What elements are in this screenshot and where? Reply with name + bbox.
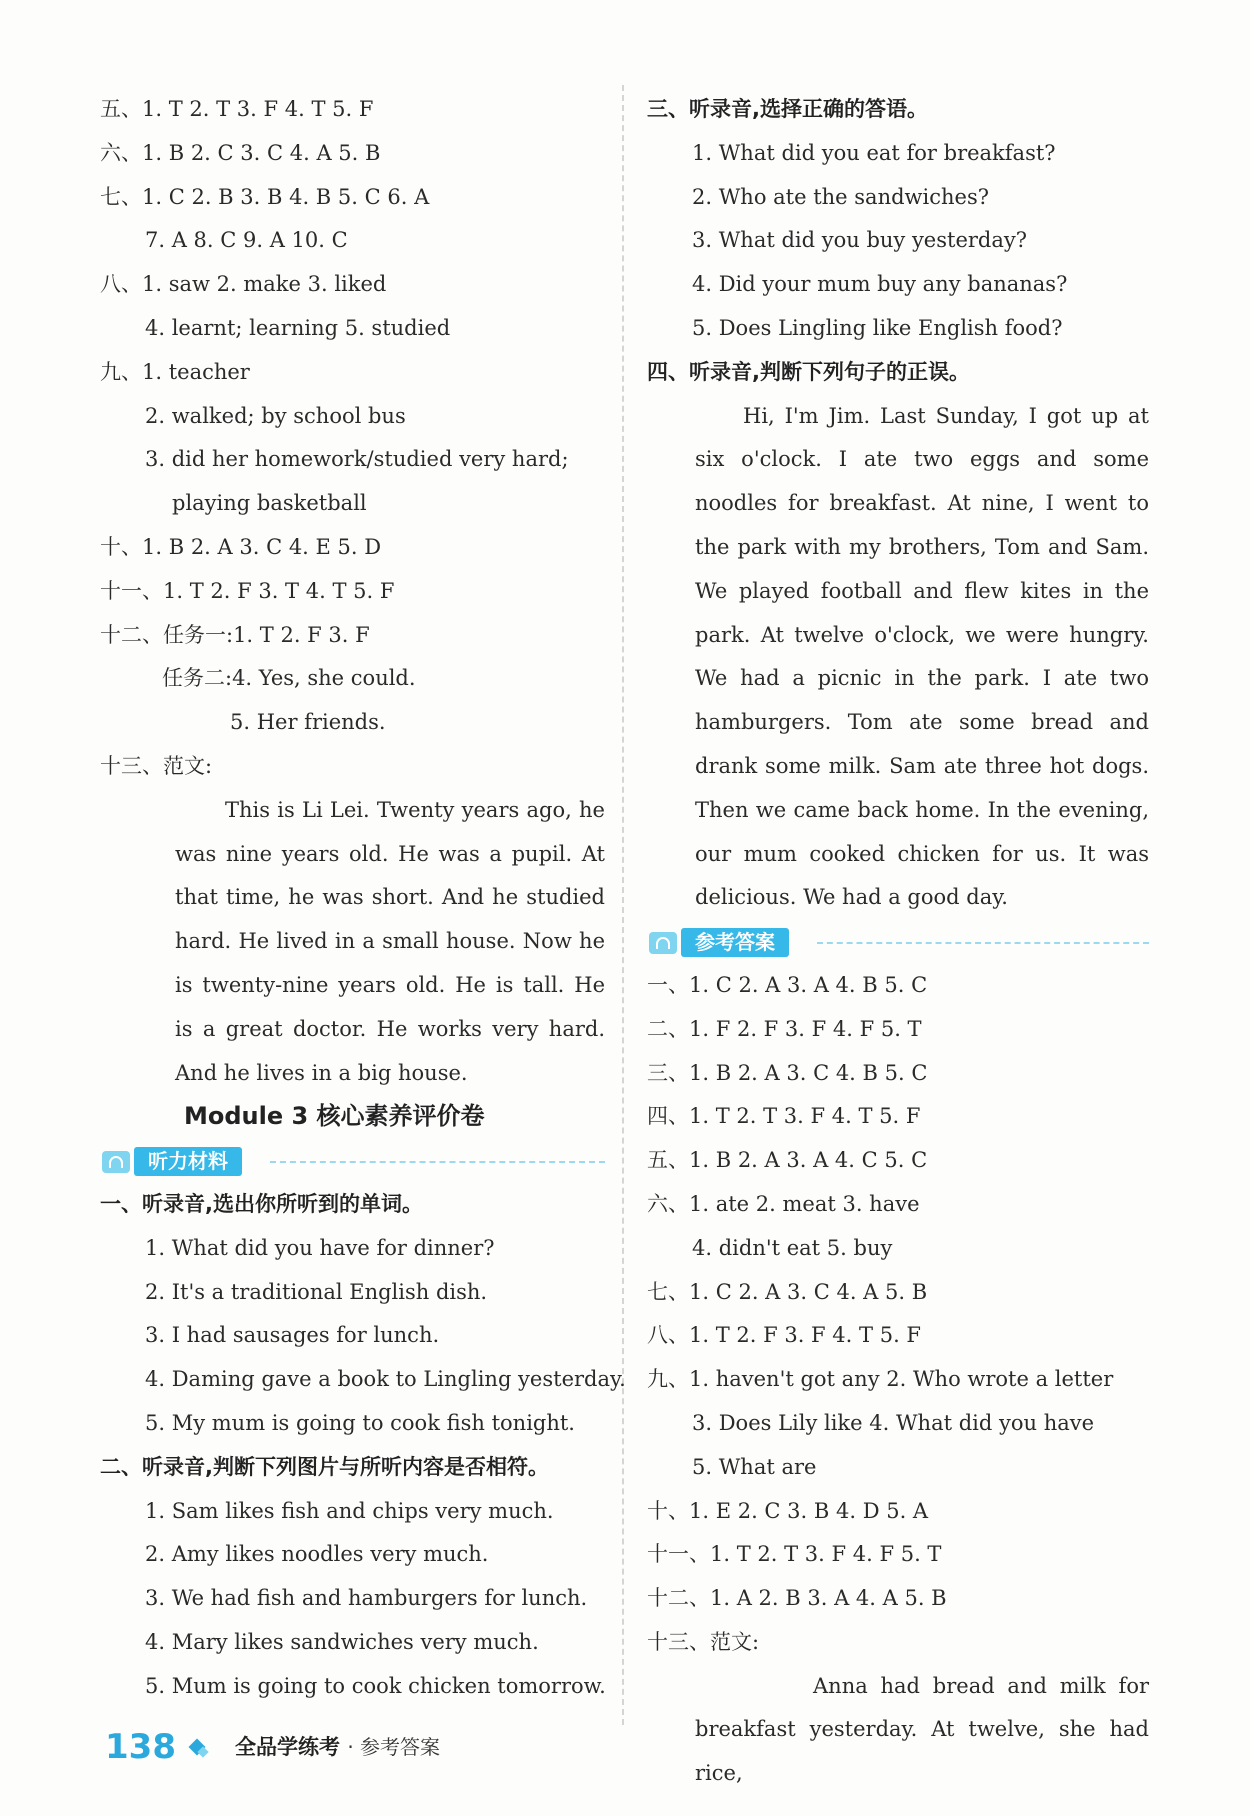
answer-line: 任务二:4. Yes, she could. xyxy=(162,666,416,691)
answer-line: 六、1. B 2. C 3. C 4. A 5. B xyxy=(100,140,381,165)
answer-line: playing basketball xyxy=(172,491,367,516)
answer-line: 十三、范文: xyxy=(647,1629,760,1654)
page-number: 138 xyxy=(105,1727,176,1767)
answer-line: 3. did her homework/studied very hard; xyxy=(145,447,569,472)
answer-line: 五、1. B 2. A 3. A 4. C 5. C xyxy=(647,1148,928,1173)
answer-line: 5. What are xyxy=(692,1454,817,1479)
column-divider xyxy=(622,85,624,1725)
footer-subtitle: · 参考答案 xyxy=(347,1735,441,1759)
left-column xyxy=(100,88,626,1708)
answer-line: 九、1. teacher xyxy=(100,359,250,384)
answer-line: 十一、1. T 2. F 3. T 4. T 5. F xyxy=(100,578,395,603)
answer-line: 5. Her friends. xyxy=(230,710,386,735)
question-title: 一、听录音,选出你所听到的单词。 xyxy=(100,1191,423,1216)
answer-line: 十二、1. A 2. B 3. A 4. A 5. B xyxy=(647,1586,947,1611)
list-item: 5. My mum is going to cook fish tonight. xyxy=(145,1410,575,1435)
sample-essay: Anna had bread and milk for breakfast yesterday. At twelve, she had rice, xyxy=(695,1673,1149,1786)
answer-line: 八、1. saw 2. make 3. liked xyxy=(100,272,387,297)
answer-line: 六、1. ate 2. meat 3. have xyxy=(647,1191,920,1216)
answer-line: 十二、任务一:1. T 2. F 3. F xyxy=(100,622,370,647)
answers-label: 参考答案 xyxy=(681,928,789,957)
headphones-icon xyxy=(102,1151,130,1173)
answer-line: 二、1. F 2. F 3. F 4. F 5. T xyxy=(647,1016,922,1041)
list-item: 4. Daming gave a book to Lingling yesterday. xyxy=(145,1367,626,1392)
answer-line: 3. Does Lily like 4. What did you have xyxy=(692,1410,1095,1435)
answer-line: 九、1. haven't got any 2. Who wrote a letter xyxy=(647,1367,1114,1392)
list-item: 5. Does Lingling like English food? xyxy=(692,315,1063,340)
answer-line: 十、1. B 2. A 3. C 4. E 5. D xyxy=(100,534,382,559)
dashed-rule xyxy=(270,1161,605,1163)
list-item: 5. Mum is going to cook chicken tomorrow. xyxy=(145,1673,606,1698)
answer-line: 一、1. C 2. A 3. A 4. B 5. C xyxy=(647,972,928,997)
answer-line: 七、1. C 2. A 3. C 4. A 5. B xyxy=(647,1279,928,1304)
list-item: 1. What did you have for dinner? xyxy=(145,1235,495,1260)
listening-label: 听力材料 xyxy=(134,1147,242,1176)
listening-section-header xyxy=(100,1139,605,1183)
answer-line: 三、1. B 2. A 3. C 4. B 5. C xyxy=(647,1060,928,1085)
right-column xyxy=(647,88,1149,1796)
answer-line: 4. learnt; learning 5. studied xyxy=(145,315,451,340)
sample-essay: This is Li Lei. Twenty years ago, he was nine years old. He was a pupil. At that time, he was short. And he studied hard. He lived in a small house. Now he is twenty-nine years old. He is tall. He is a great doctor. He works very hard. And he lives in a big house. xyxy=(175,797,605,1085)
list-item: 3. I had sausages for lunch. xyxy=(145,1323,440,1348)
question-title: 二、听录音,判断下列图片与所听内容是否相符。 xyxy=(100,1454,549,1479)
list-item: 4. Did your mum buy any bananas? xyxy=(692,272,1068,297)
list-item: 1. What did you eat for breakfast? xyxy=(692,140,1056,165)
answer-line: 十一、1. T 2. T 3. F 4. F 5. T xyxy=(647,1542,942,1567)
listening-passage: Hi, I'm Jim. Last Sunday, I got up at six o'clock. I ate two eggs and some noodles for breakfast. At nine, I went to the park with my brothers, Tom and Sam. We played football and flew kites in the park. At twelve o'clock, we were hungry. We had a picnic in the park. I ate two hamburgers. Tom ate some bread and drank some milk. Sam ate three hot dogs. Then we came back home. In the evening, our mum cooked chicken for us. It was delicious. We had a good day. xyxy=(695,403,1149,910)
answer-line: 七、1. C 2. B 3. B 4. B 5. C 6. A xyxy=(100,184,430,209)
list-item: 4. Mary likes sandwiches very much. xyxy=(145,1629,539,1654)
answer-line: 八、1. T 2. F 3. F 4. T 5. F xyxy=(647,1323,921,1348)
dashed-rule xyxy=(817,942,1149,944)
footer-brand xyxy=(235,1722,440,1772)
list-item: 1. Sam likes fish and chips very much. xyxy=(145,1498,554,1523)
answer-line: 五、1. T 2. T 3. F 4. T 5. F xyxy=(100,97,374,121)
answer-line: 7. A 8. C 9. A 10. C xyxy=(145,228,348,253)
answer-line: 四、1. T 2. T 3. F 4. T 5. F xyxy=(647,1104,921,1129)
answer-line: 2. walked; by school bus xyxy=(145,403,406,428)
answers-section-header xyxy=(647,920,1149,964)
list-item: 2. Who ate the sandwiches? xyxy=(692,184,989,209)
answer-book-icon xyxy=(649,932,677,954)
question-title: 三、听录音,选择正确的答语。 xyxy=(647,97,928,121)
list-item: 3. We had fish and hamburgers for lunch. xyxy=(145,1586,588,1611)
question-title: 四、听录音,判断下列句子的正误。 xyxy=(647,359,970,384)
answer-line: 十三、范文: xyxy=(100,753,213,778)
answer-line: 十、1. E 2. C 3. B 4. D 5. A xyxy=(647,1498,929,1523)
list-item: 3. What did you buy yesterday? xyxy=(692,228,1028,253)
brand-name: 全品学练考 xyxy=(235,1735,340,1759)
list-item: 2. It's a traditional English dish. xyxy=(145,1279,488,1304)
answer-line: 4. didn't eat 5. buy xyxy=(692,1235,893,1260)
list-item: 2. Amy likes noodles very much. xyxy=(145,1542,489,1567)
module-title: Module 3 核心素养评价卷 xyxy=(184,1102,485,1131)
